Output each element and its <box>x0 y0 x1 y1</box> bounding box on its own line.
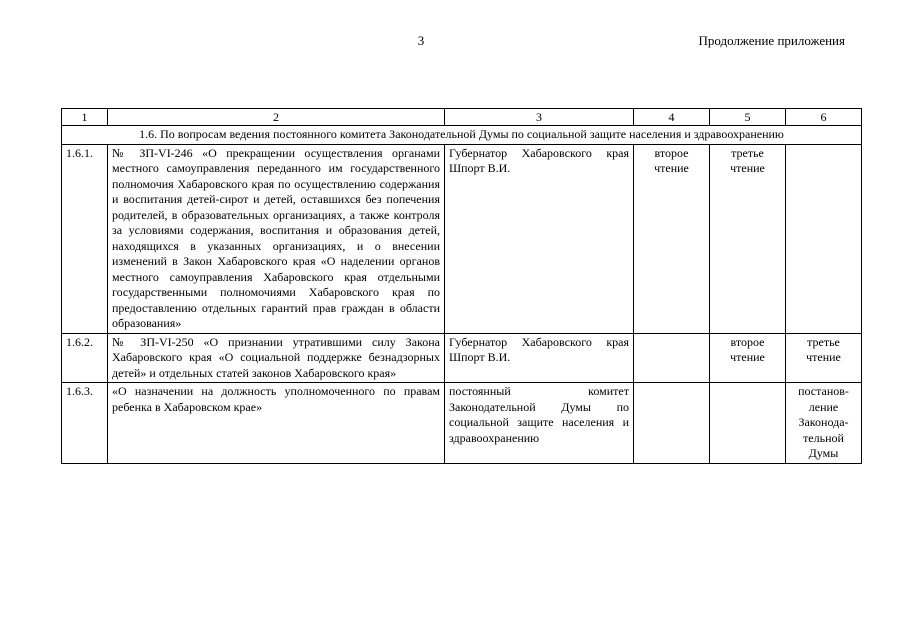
page-number: 3 <box>417 33 425 48</box>
table-row <box>62 333 862 383</box>
row-title: № ЗП-VI-246 «О прекращении осуществления органами местного самоуправления переданного им государственного полномочия Хабаровского края по осуществлению содержания и воспитания детей-сирот и детей, оставшихся без попечения родителей, в образовательных организациях, а также контроля за условиями содержания, воспитания и образования детей, находящихся в указанных организациях, и о внесении изменений в Закон Хабаровского края «О наделении органов местного самоуправления Хабаровского края отдельными государственными полномочиями Хабаровского края по предоставлению отдельных гарантий прав граждан в области образования» <box>108 144 445 333</box>
section-title: 1.6. По вопросам ведения постоянного комитета Законодательной Думы по социальной защите населения и здравоохранению <box>62 126 862 145</box>
row-col4 <box>634 333 710 383</box>
row-col5 <box>710 383 786 464</box>
column-header: 2 <box>108 109 445 126</box>
section-row <box>62 126 862 145</box>
row-number: 1.6.3. <box>62 383 108 464</box>
row-responsible: Губернатор Хабаровского края Шпорт В.И. <box>445 144 634 333</box>
column-header-row <box>62 109 862 126</box>
table-row <box>62 144 862 333</box>
row-responsible: Губернатор Хабаровского края Шпорт В.И. <box>445 333 634 383</box>
plan-table <box>61 108 862 464</box>
row-col5: второе чтение <box>710 333 786 383</box>
row-title: № ЗП-VI-250 «О признании утратившими силу Закона Хабаровского края «О социальной поддержке безнадзорных детей» и отдельных статей законов Хабаровского края» <box>108 333 445 383</box>
row-number: 1.6.2. <box>62 333 108 383</box>
column-header: 4 <box>634 109 710 126</box>
row-col6: третье чтение <box>786 333 862 383</box>
table-row <box>62 383 862 464</box>
column-header: 1 <box>62 109 108 126</box>
row-col4 <box>634 383 710 464</box>
column-header: 3 <box>445 109 634 126</box>
row-title: «О назначении на должность уполномоченного по правам ребенка в Хабаровском крае» <box>108 383 445 464</box>
row-col5: третье чтение <box>710 144 786 333</box>
row-responsible: постоянный комитет Законодательной Думы по социальной защите населения и здравоохранению <box>445 383 634 464</box>
row-col6: постанов-ление Законода-тельной Думы <box>786 383 862 464</box>
column-header: 5 <box>710 109 786 126</box>
row-col4: второе чтение <box>634 144 710 333</box>
continuation-label: Продолжение приложения <box>698 33 845 48</box>
column-header: 6 <box>786 109 862 126</box>
row-number: 1.6.1. <box>62 144 108 333</box>
row-col6 <box>786 144 862 333</box>
